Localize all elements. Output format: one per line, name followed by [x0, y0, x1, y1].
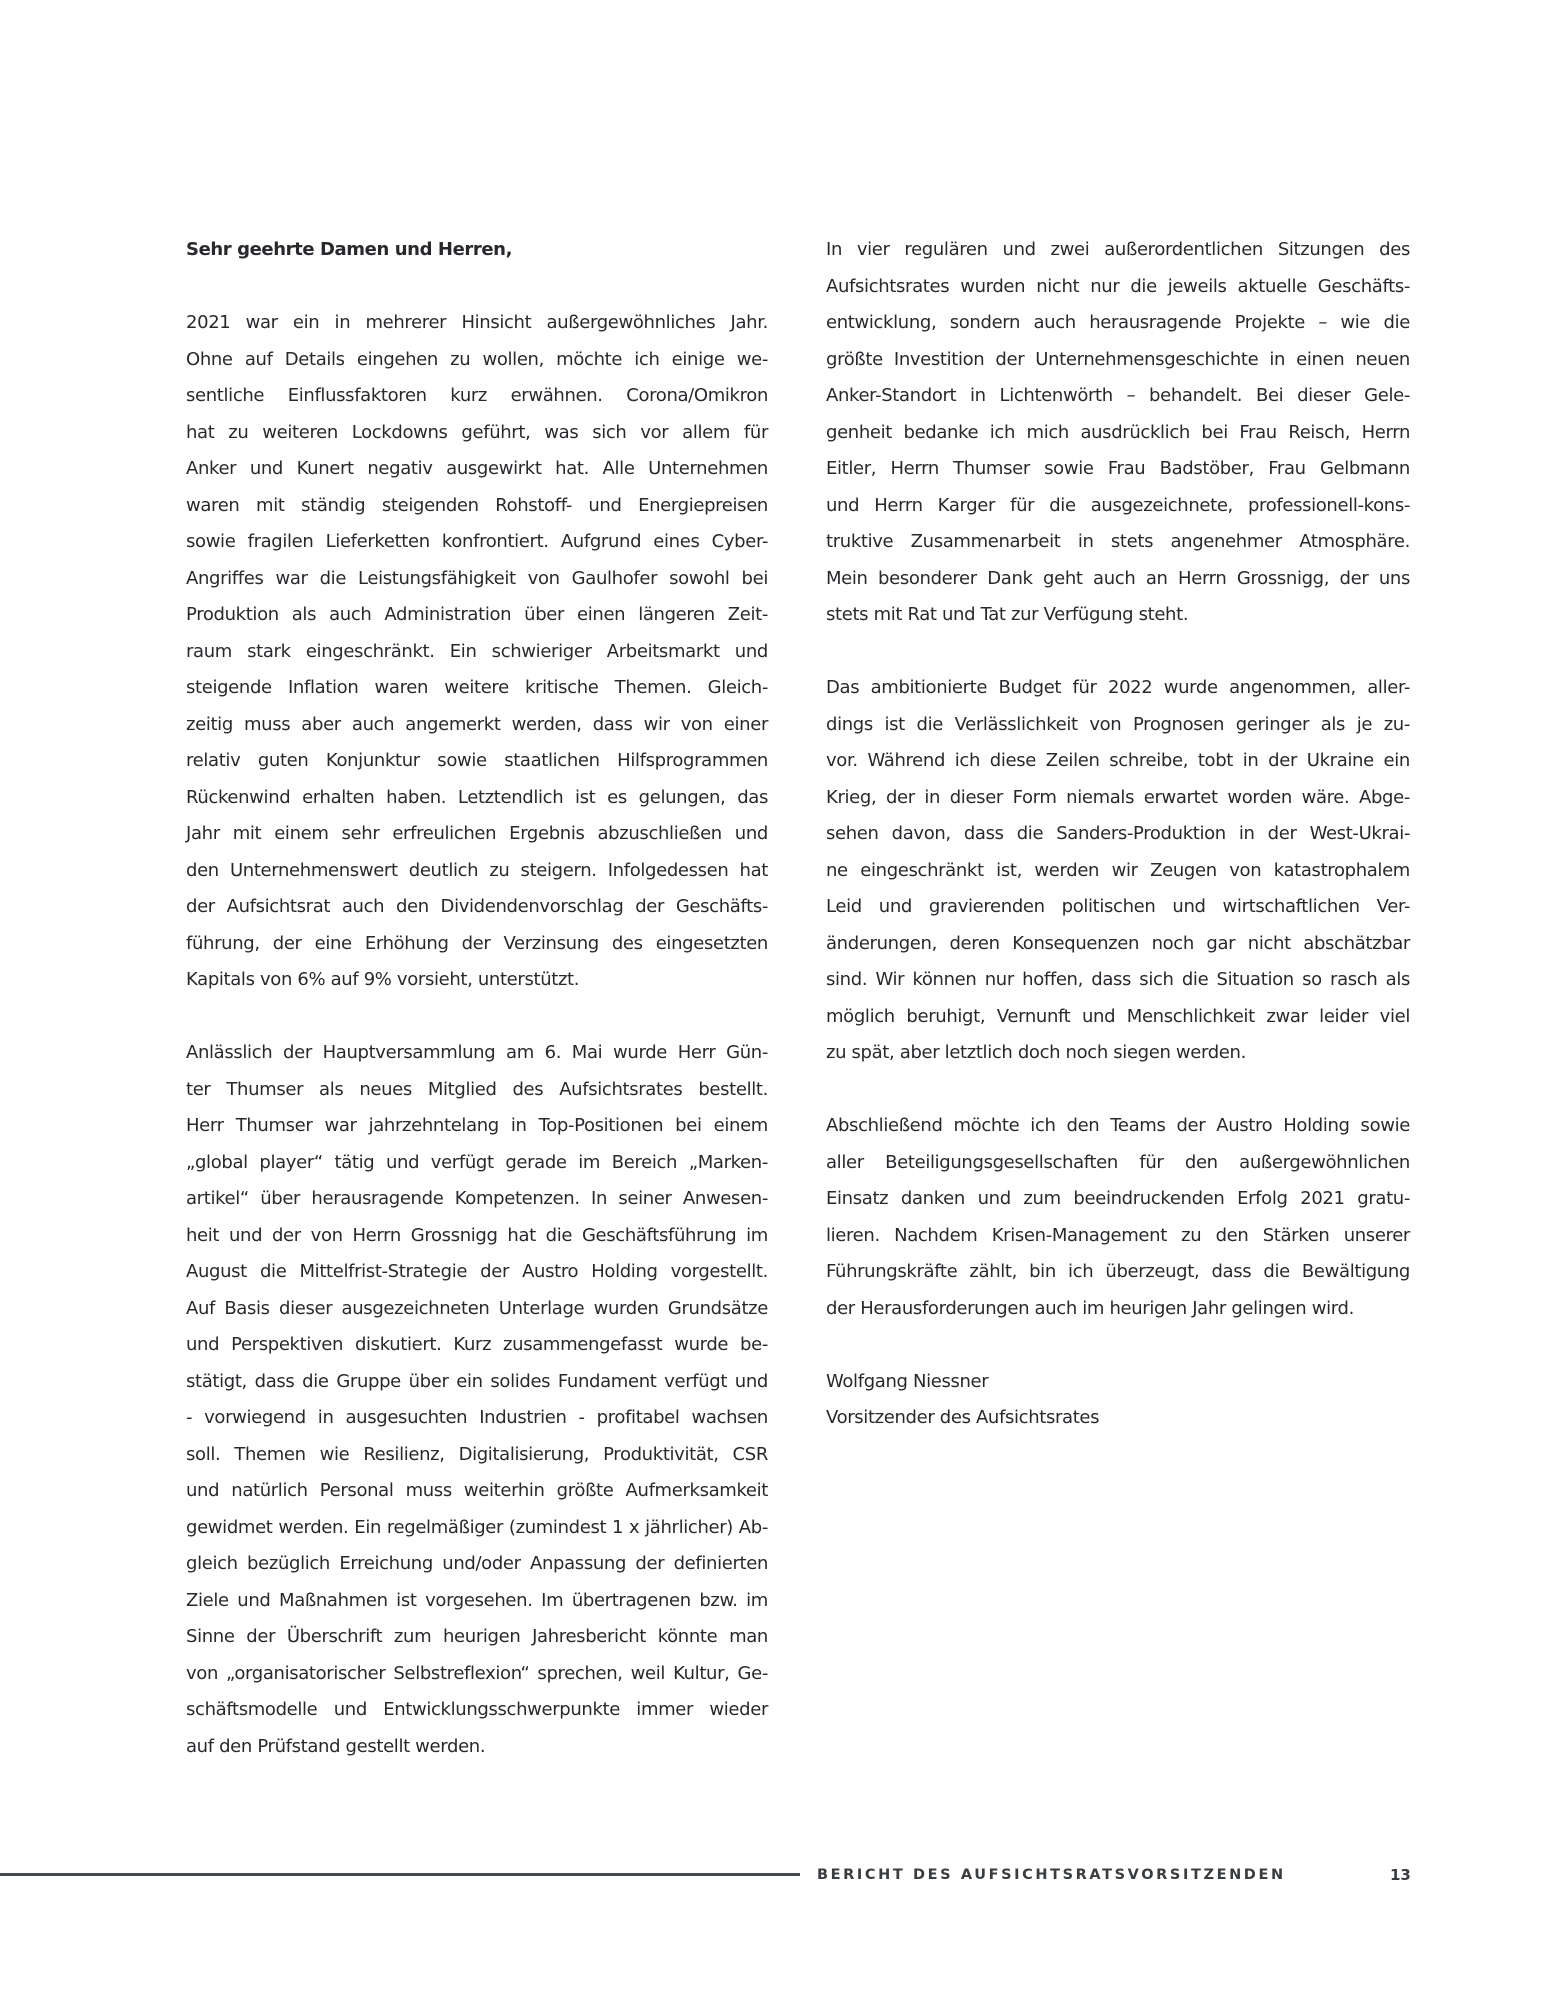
text-line: schäftsmodelle und Entwicklungsschwerpunkte immer wieder [186, 1699, 768, 1720]
text-line: auf den Prüfstand gestellt werden. [186, 1735, 486, 1757]
footer-section-label: BERICHT DES AUFSICHTSRATSVORSITZENDEN [817, 1867, 1286, 1883]
text-line: Anker und Kunert negativ ausgewirkt hat. Alle Unternehmen [186, 458, 768, 479]
text-line: soll. Themen wie Resilienz, Digitalisierung, Produktivität, CSR [186, 1443, 768, 1465]
salutation-heading: Sehr geehrte Damen und Herren, [186, 239, 513, 260]
paragraph-spacer [186, 999, 768, 1036]
text-line: Einsatz danken und zum beeindruckenden Erfolg 2021 gratu- [826, 1188, 1410, 1209]
text-line: führung, der eine Erhöhung der Verzinsung des eingesetzten [186, 932, 768, 954]
text-line: Angriffes war die Leistungsfähigkeit von Gaulhofer sowohl bei [186, 567, 768, 589]
text-line: und Perspektiven diskutiert. Kurz zusammengefasst wurde be- [186, 1334, 768, 1355]
text-line: sehen davon, dass die Sanders-Produktion in der West-Ukrai- [826, 823, 1410, 844]
text-line: und natürlich Personal muss weiterhin größte Aufmerksamkeit [186, 1480, 768, 1501]
text-line: Vorsitzender des Aufsichtsrates [826, 1407, 1100, 1428]
text-line: Sinne der Überschrift zum heurigen Jahresbericht könnte man [186, 1626, 768, 1647]
text-line: raum stark eingeschränkt. Ein schwieriger Arbeitsmarkt und [186, 640, 768, 662]
text-line: ne eingeschränkt ist, werden wir Zeugen von katastrophalem [826, 859, 1410, 881]
right-column [826, 232, 1410, 1437]
text-line: Abschließend möchte ich den Teams der Austro Holding sowie [826, 1115, 1410, 1136]
text-line: Produktion als auch Administration über einen längeren Zeit- [186, 604, 768, 625]
text-line: der Herausforderungen auch im heurigen Jahr gelingen wird. [826, 1297, 1354, 1319]
text-line: hat zu weiteren Lockdowns geführt, was sich vor allem für [186, 421, 768, 443]
text-line: dings ist die Verlässlichkeit von Prognosen geringer als je zu- [826, 713, 1410, 735]
paragraph-spacer [826, 1327, 1410, 1364]
text-line: artikel“ über herausragende Kompetenzen. In seiner Anwesen- [186, 1188, 768, 1209]
text-line: gleich bezüglich Erreichung und/oder Anpassung der definierten [186, 1553, 768, 1574]
text-line: Rückenwind erhalten haben. Letztendlich ist es gelungen, das [186, 786, 768, 808]
paragraph-spacer [826, 634, 1410, 671]
text-line: ter Thumser als neues Mitglied des Aufsichtsrates bestellt. [186, 1078, 768, 1100]
text-line: Leid und gravierenden politischen und wirtschaftlichen Ver- [826, 896, 1410, 917]
footer-rule [0, 1873, 800, 1876]
text-line: Ziele und Maßnahmen ist vorgesehen. Im übertragenen bzw. im [186, 1589, 768, 1611]
text-line: Krieg, der in dieser Form niemals erwartet worden wäre. Abge- [826, 786, 1410, 808]
text-line: der Aufsichtsrat auch den Dividendenvorschlag der Geschäfts- [186, 896, 768, 917]
text-line: waren mit ständig steigenden Rohstoff- und Energiepreisen [186, 494, 768, 516]
paragraph-spacer [826, 1072, 1410, 1109]
text-line: vor. Während ich diese Zeilen schreibe, tobt in der Ukraine ein [826, 750, 1410, 771]
text-line: Jahr mit einem sehr erfreulichen Ergebnis abzuschließen und [186, 823, 768, 844]
text-line: heit und der von Herrn Grossnigg hat die Geschäftsführung im [186, 1224, 768, 1246]
text-line: zeitig muss aber auch angemerkt werden, dass wir von einer [186, 713, 768, 735]
page-number: 13 [1390, 1866, 1411, 1884]
text-line: 2021 war ein in mehrerer Hinsicht außergewöhnliches Jahr. [186, 312, 768, 333]
text-line: Wolfgang Niessner [826, 1370, 989, 1392]
text-line: Kapitals von 6% auf 9% vorsieht, unterstützt. [186, 969, 580, 990]
text-line: Auf Basis dieser ausgezeichneten Unterlage wurden Grundsätze [186, 1297, 768, 1319]
text-line: August die Mittelfrist-Strategie der Austro Holding vorgestellt. [186, 1261, 768, 1282]
text-line: zu spät, aber letztlich doch noch siegen werden. [826, 1042, 1246, 1063]
text-line: Das ambitionierte Budget für 2022 wurde angenommen, aller- [826, 677, 1410, 698]
text-line: steigende Inflation waren weitere kritische Themen. Gleich- [186, 677, 768, 698]
text-line: Anlässlich der Hauptversammlung am 6. Mai wurde Herr Gün- [186, 1042, 768, 1063]
text-line: sentliche Einflussfaktoren kurz erwähnen. Corona/Omikron [186, 385, 768, 406]
text-line: stets mit Rat und Tat zur Verfügung steht. [826, 604, 1189, 625]
text-line: sind. Wir können nur hoffen, dass sich die Situation so rasch als [826, 969, 1410, 990]
text-line: - vorwiegend in ausgesuchten Industrien - profitabel wachsen [186, 1407, 768, 1428]
text-line: sowie fragilen Lieferketten konfrontiert. Aufgrund eines Cyber- [186, 531, 768, 552]
text-line: genheit bedanke ich mich ausdrücklich bei Frau Reisch, Herrn [826, 421, 1410, 443]
text-line: möglich beruhigt, Vernunft und Menschlichkeit zwar leider viel [826, 1005, 1410, 1027]
text-line: Herr Thumser war jahrzehntelang in Top-Positionen bei einem [186, 1115, 768, 1136]
text-line: truktive Zusammenarbeit in stets angenehmer Atmosphäre. [826, 531, 1410, 552]
text-line: relativ guten Konjunktur sowie staatlichen Hilfsprogrammen [186, 750, 768, 771]
text-line: Eitler, Herrn Thumser sowie Frau Badstöber, Frau Gelbmann [826, 458, 1410, 479]
text-line: „global player“ tätig und verfügt gerade im Bereich „Marken- [186, 1151, 768, 1173]
text-line: Anker-Standort in Lichtenwörth – behandelt. Bei dieser Gele- [826, 385, 1410, 406]
text-line: den Unternehmenswert deutlich zu steigern. Infolgedessen hat [186, 859, 768, 881]
text-line: Führungskräfte zählt, bin ich überzeugt, dass die Bewältigung [826, 1261, 1410, 1282]
text-line: In vier regulären und zwei außerordentlichen Sitzungen des [826, 239, 1410, 260]
text-line: stätigt, dass die Gruppe über ein solides Fundament verfügt und [186, 1370, 768, 1392]
paragraph-spacer [186, 269, 768, 306]
text-line: und Herrn Karger für die ausgezeichnete, professionell-kons- [826, 494, 1410, 516]
text-line: gewidmet werden. Ein regelmäßiger (zumindest 1 x jährlicher) Ab- [186, 1516, 768, 1538]
text-line: änderungen, deren Konsequenzen noch gar nicht abschätzbar [826, 932, 1410, 954]
text-line: größte Investition der Unternehmensgeschichte in einen neuen [826, 348, 1410, 370]
text-line: Aufsichtsrates wurden nicht nur die jeweils aktuelle Geschäfts- [826, 275, 1410, 297]
text-line: entwicklung, sondern auch herausragende Projekte – wie die [826, 312, 1410, 333]
left-column [186, 232, 768, 1765]
text-line: von „organisatorischer Selbstreflexion“ sprechen, weil Kultur, Ge- [186, 1662, 768, 1684]
text-line: lieren. Nachdem Krisen-Management zu den Stärken unserer [826, 1224, 1410, 1246]
text-line: aller Beteiligungsgesellschaften für den außergewöhnlichen [826, 1151, 1410, 1173]
text-line: Ohne auf Details eingehen zu wollen, möchte ich einige we- [186, 348, 768, 370]
text-line: Mein besonderer Dank geht auch an Herrn Grossnigg, der uns [826, 567, 1410, 589]
